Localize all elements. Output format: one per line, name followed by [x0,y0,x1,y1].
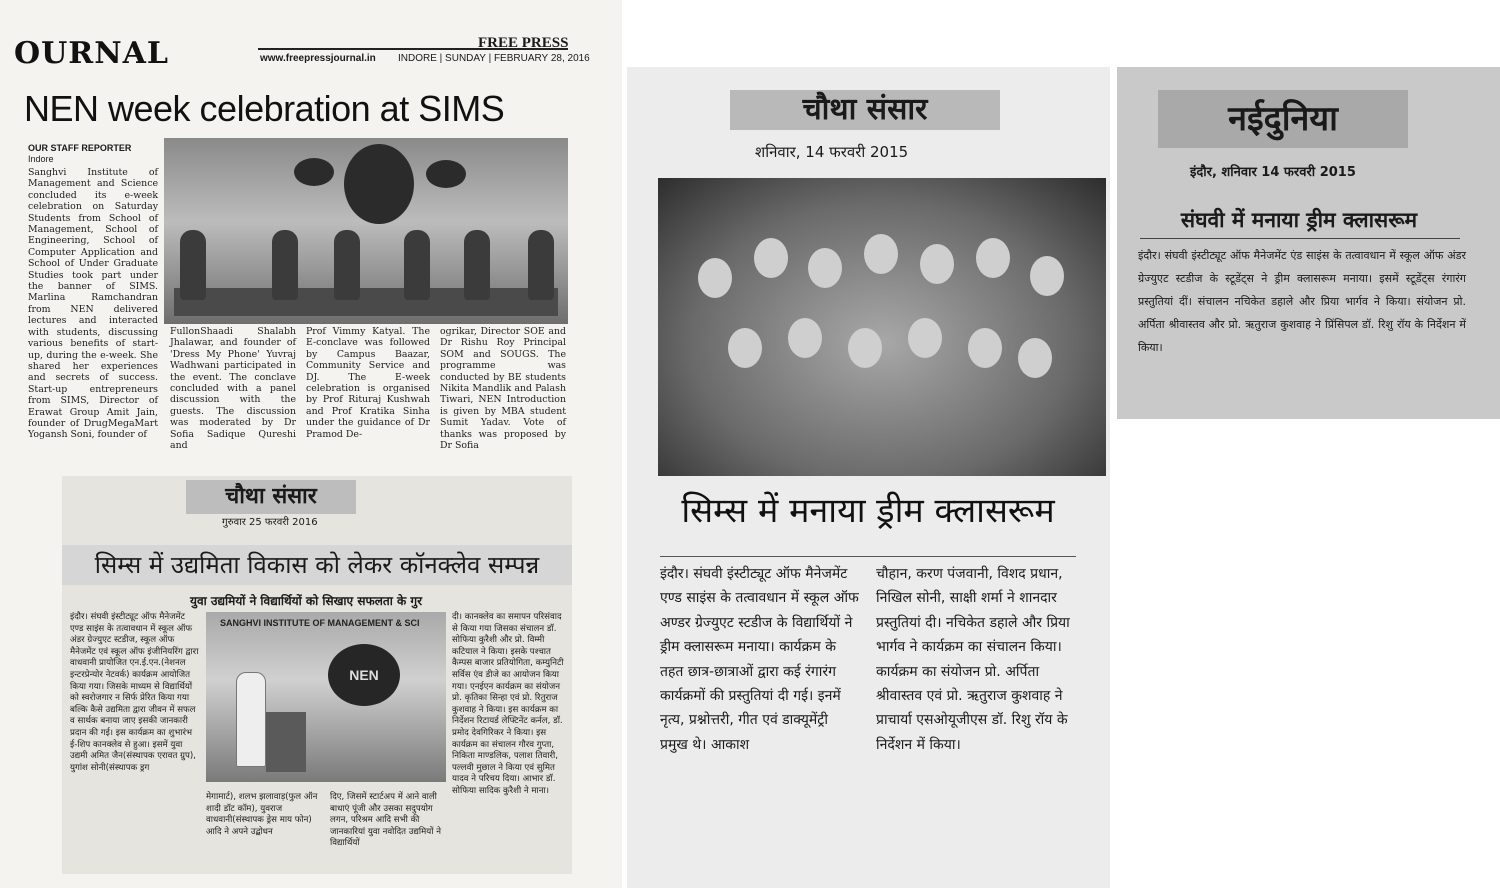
photo-face [754,238,788,278]
cs2-masthead: चौथा संसार [730,90,1000,130]
photo-person [272,230,298,300]
nd-masthead: नईदुनिया [1158,90,1408,148]
cs1-photo-logo: NEN [328,644,400,706]
photo-person [404,230,430,300]
photo-face [788,318,822,358]
cs2-column-right: चौहान, करण पंजवानी, विशद प्रधान, निखिल सोनी, साक्षी शर्मा ने शानदार प्रस्तुतियां दी। नचिकेत डहाले और प्रिया भार्गव ने कार्यक्रम का संचालन किया। कार्यक्रम का संयोजन प्रो. अर्पिता श्रीवास्तव एवं प्रो. ऋतुराज कुशवाह ने प्राचार्या एसओयूजीएस डॉ. रिशु रॉय के निर्देशन में किया। [876,566,1070,753]
cs1-date: गुरुवार 25 फरवरी 2016 [222,517,318,528]
fpj-rule [258,48,568,50]
photo-face [920,244,954,284]
photo-face [808,248,842,288]
photo-podium [266,712,306,772]
fpj-byline: OUR STAFF REPORTER [28,143,132,153]
fpj-column-4: ogrikar, Director SOE and Dr Rishu Roy Principal SOM and SOUGS. The programme was conducted by BE students Nikita Mandlik and Palash Tiwari, NEN Introduction is given by MBA student Sumit Yadav. Vote of thanks was proposed by Dr Sofia [440,326,566,452]
nen-logo-bubble [344,144,414,224]
nd-body: इंदौर। संघवी इंस्टीट्यूट ऑफ मैनेजमेंट एंड साइंस के तत्वावधान में स्कूल ऑफ अंडर ग्रेज्युएट स्टडीज के स्टूडेंट्स ने ड्रीम क्लासरूम मनाया। इसमें स्टूडेंट्स रंगारंग प्रस्तुतियां दीं। संचालन नचिकेत डहाले और प्रिया भार्गव ने किया। संयोजन प्रो. अर्पिता श्रीवास्तव और प्रो. ऋतुराज कुशवाह ने प्रिंसिपल डॉ. रिशु रॉय के निर्देशन में किया। [1138,249,1466,354]
fpj-headline: NEN week celebration at SIMS [24,88,505,129]
cs1-column-a: इंदौर। संघवी इंस्टीट्यूट ऑफ मैनेजमेंट एण्ड साइंस के तत्वावधान में स्कूल ऑफ अंडर ग्रेज्युएट स्टडीज, स्कूल ऑफ मैनेजमेंट एवं स्कूल ऑफ इंजीनियरिंग द्वारा वाधवानी प्रायोजित एन.ई.एन.(नेशनल इन्टरप्रेन्योर नेटवर्क) कार्यक्रम आयोजित किया गया। जिसके माध्यम से विद्यार्थियों को स्वरोजगार न सिर्फ प्रेरित किया गया बल्कि कैसे उद्यमिता द्वारा जीवन में सफल व सार्थक बनाया जाए इसकी जानकारी प्रदान की गई। इस कार्यक्रम का शुभारंभ ई-शिप कानक्लेव से हुआ। इसमें युवा उद्यमी अमित जैन(संस्थापक एरावत ग्रुप), युगांश सोनी(संस्थापक ड्रग [70,612,199,773]
nd-rule [1140,238,1460,239]
photo-face [908,318,942,358]
photo-bubble [294,158,334,186]
fpj-url: www.freepressjournal.in [260,53,376,64]
photo-person [180,230,206,300]
photo-person [528,230,554,300]
photo-face [976,238,1010,278]
cs1-masthead: चौथा संसार [186,480,356,514]
fpj-column-1: Sanghvi Institute of Management and Science concluded its e-week celebration on Saturday Students from School of Management, School of Engineering, School of Computer Application and School of Under Graduate Studies took part under the banner of SIMS. Marlina Ramchandran from NEN delivered lectures and interacted with students, discussing various benefits of start-up, during the e-week. She shared her experiences and secrets of success. Start-up entrepreneurs from SIMS, Director of Erawat Group Amit Jain, founder of DrugMegaMart Yogansh Soni, founder of [28,167,158,441]
nd-headline: संघवी में मनाया ड्रीम क्लासरूम [1180,208,1418,232]
cs2-column-left: इंदौर। संघवी इंस्टीट्यूट ऑफ मैनेजमेंट एण्ड साइंस के तत्वावधान में स्कूल ऑफ अण्डर ग्रेज्युएट स्टडीज के विद्यार्थियों ने ड्रीम क्लासरूम मनाया। कार्यक्रम के तहत छात्र-छात्राओं द्वारा कई रंगारंग कार्यक्रमों की प्रस्तुतियां दी गई। इनमें नृत्य, प्रश्नोत्तरी, गीत एवं डाक्यूमेंट्री प्रमुख थे। आकाश [660,566,859,753]
photo-face [864,234,898,274]
cs1-speaker-photo [206,612,446,782]
photo-face [968,328,1002,368]
photo-speaker [236,672,266,767]
fpj-brand: FREE PRESS [478,35,569,51]
photo-person [334,230,360,300]
fpj-masthead: OURNAL [14,36,170,71]
cs1-column-d: दिए, जिसमें स्टार्टअप में आने वाली बाधाएं पूंजी और उसका सदुपयोग लगन, परिश्रम आदि सभी की जानकारियां युवा नवोदित उद्यमियों ने विद्यार्थियों [330,792,441,849]
photo-face [728,328,762,368]
nd-date: इंदौर, शनिवार 14 फरवरी 2015 [1190,165,1356,180]
fpj-panel-photo [164,138,568,324]
cs1-headline: सिम्स में उद्यमिता विकास को लेकर कॉनक्लेव सम्पन्न [62,545,572,585]
fpj-column-2: FullonShaadi Shalabh Jhalawar, and founder of 'Dress My Phone' Yuvraj Wadhwani participated in the event. The conclave concluded with a panel discussion with the guests. The discussion was moderated by Dr Sofia Sadique Qureshi and [170,326,296,452]
cs1-photo-banner: SANGHVI INSTITUTE OF MANAGEMENT & SCI [220,618,420,628]
photo-face [698,258,732,298]
photo-person [464,230,490,300]
photo-face [1030,256,1064,296]
fpj-dateline: INDORE | SUNDAY | FEBRUARY 28, 2016 [398,53,590,64]
cs2-group-photo [658,178,1106,476]
cs2-rule [660,556,1076,557]
fpj-column-3: Prof Vimmy Katyal. The E-conclave was followed by Campus Baazar, Community Service and DJ. The E-week celebration is organised by Prof Rituraj Kushwah and Prof Kratika Sinha under the guidance of Dr Pramod De- [306,326,430,440]
cs1-column-c: मेगामार्ट), शलभ झलावाड़(फुल ऑन शादी डॉट कॉम), युवराज वाधवानी(संस्थापक ड्रेस माय फोन) आदि ने अपने उद्बोधन [206,792,318,837]
cs2-date: शनिवार, 14 फरवरी 2015 [755,143,909,161]
cs2-headline: सिम्स में मनाया ड्रीम क्लासरूम [681,491,1055,531]
photo-face [848,328,882,368]
fpj-byline-place: Indore [28,154,54,164]
photo-sofa [174,288,558,316]
photo-bubble [426,160,466,188]
photo-face [1018,338,1052,378]
cs1-subhead: युवा उद्यमियों ने विद्यार्थियों को सिखाए सफलता के गुर [190,594,423,608]
cs1-column-b: दी। कानक्लेव का समापन परिसंवाद से किया गया जिसका संचालन डॉ. सोफिया कुरैशी और प्रो. विम्मी कटियाल ने किया। इसके पश्चात कैम्पस बाजार प्रतियोगिता, कम्युनिटी सर्विस एंव डीजे का आयोजन किया गया। एनईएन कार्यक्रम का संयोजन प्रो. कृतिका सिन्हा एवं प्रो. रितुराज कुशवाह ने किया। इस कार्यक्रम का निर्देशन रिटायर्ड लेफ्टिनेंट कर्नल, डॉ. प्रमोद देवगिरिकर ने किया। इस कार्यक्रम का संचालन गौरव गुप्ता, निकिता माण्डलिक, पलाश तिवारी, पल्लवी मुछाल ने किया एवं सुमित यादव ने परिचय दिया। आभार डॉ. सोफिया सादिक कुरैशी ने माना। [452,612,564,796]
